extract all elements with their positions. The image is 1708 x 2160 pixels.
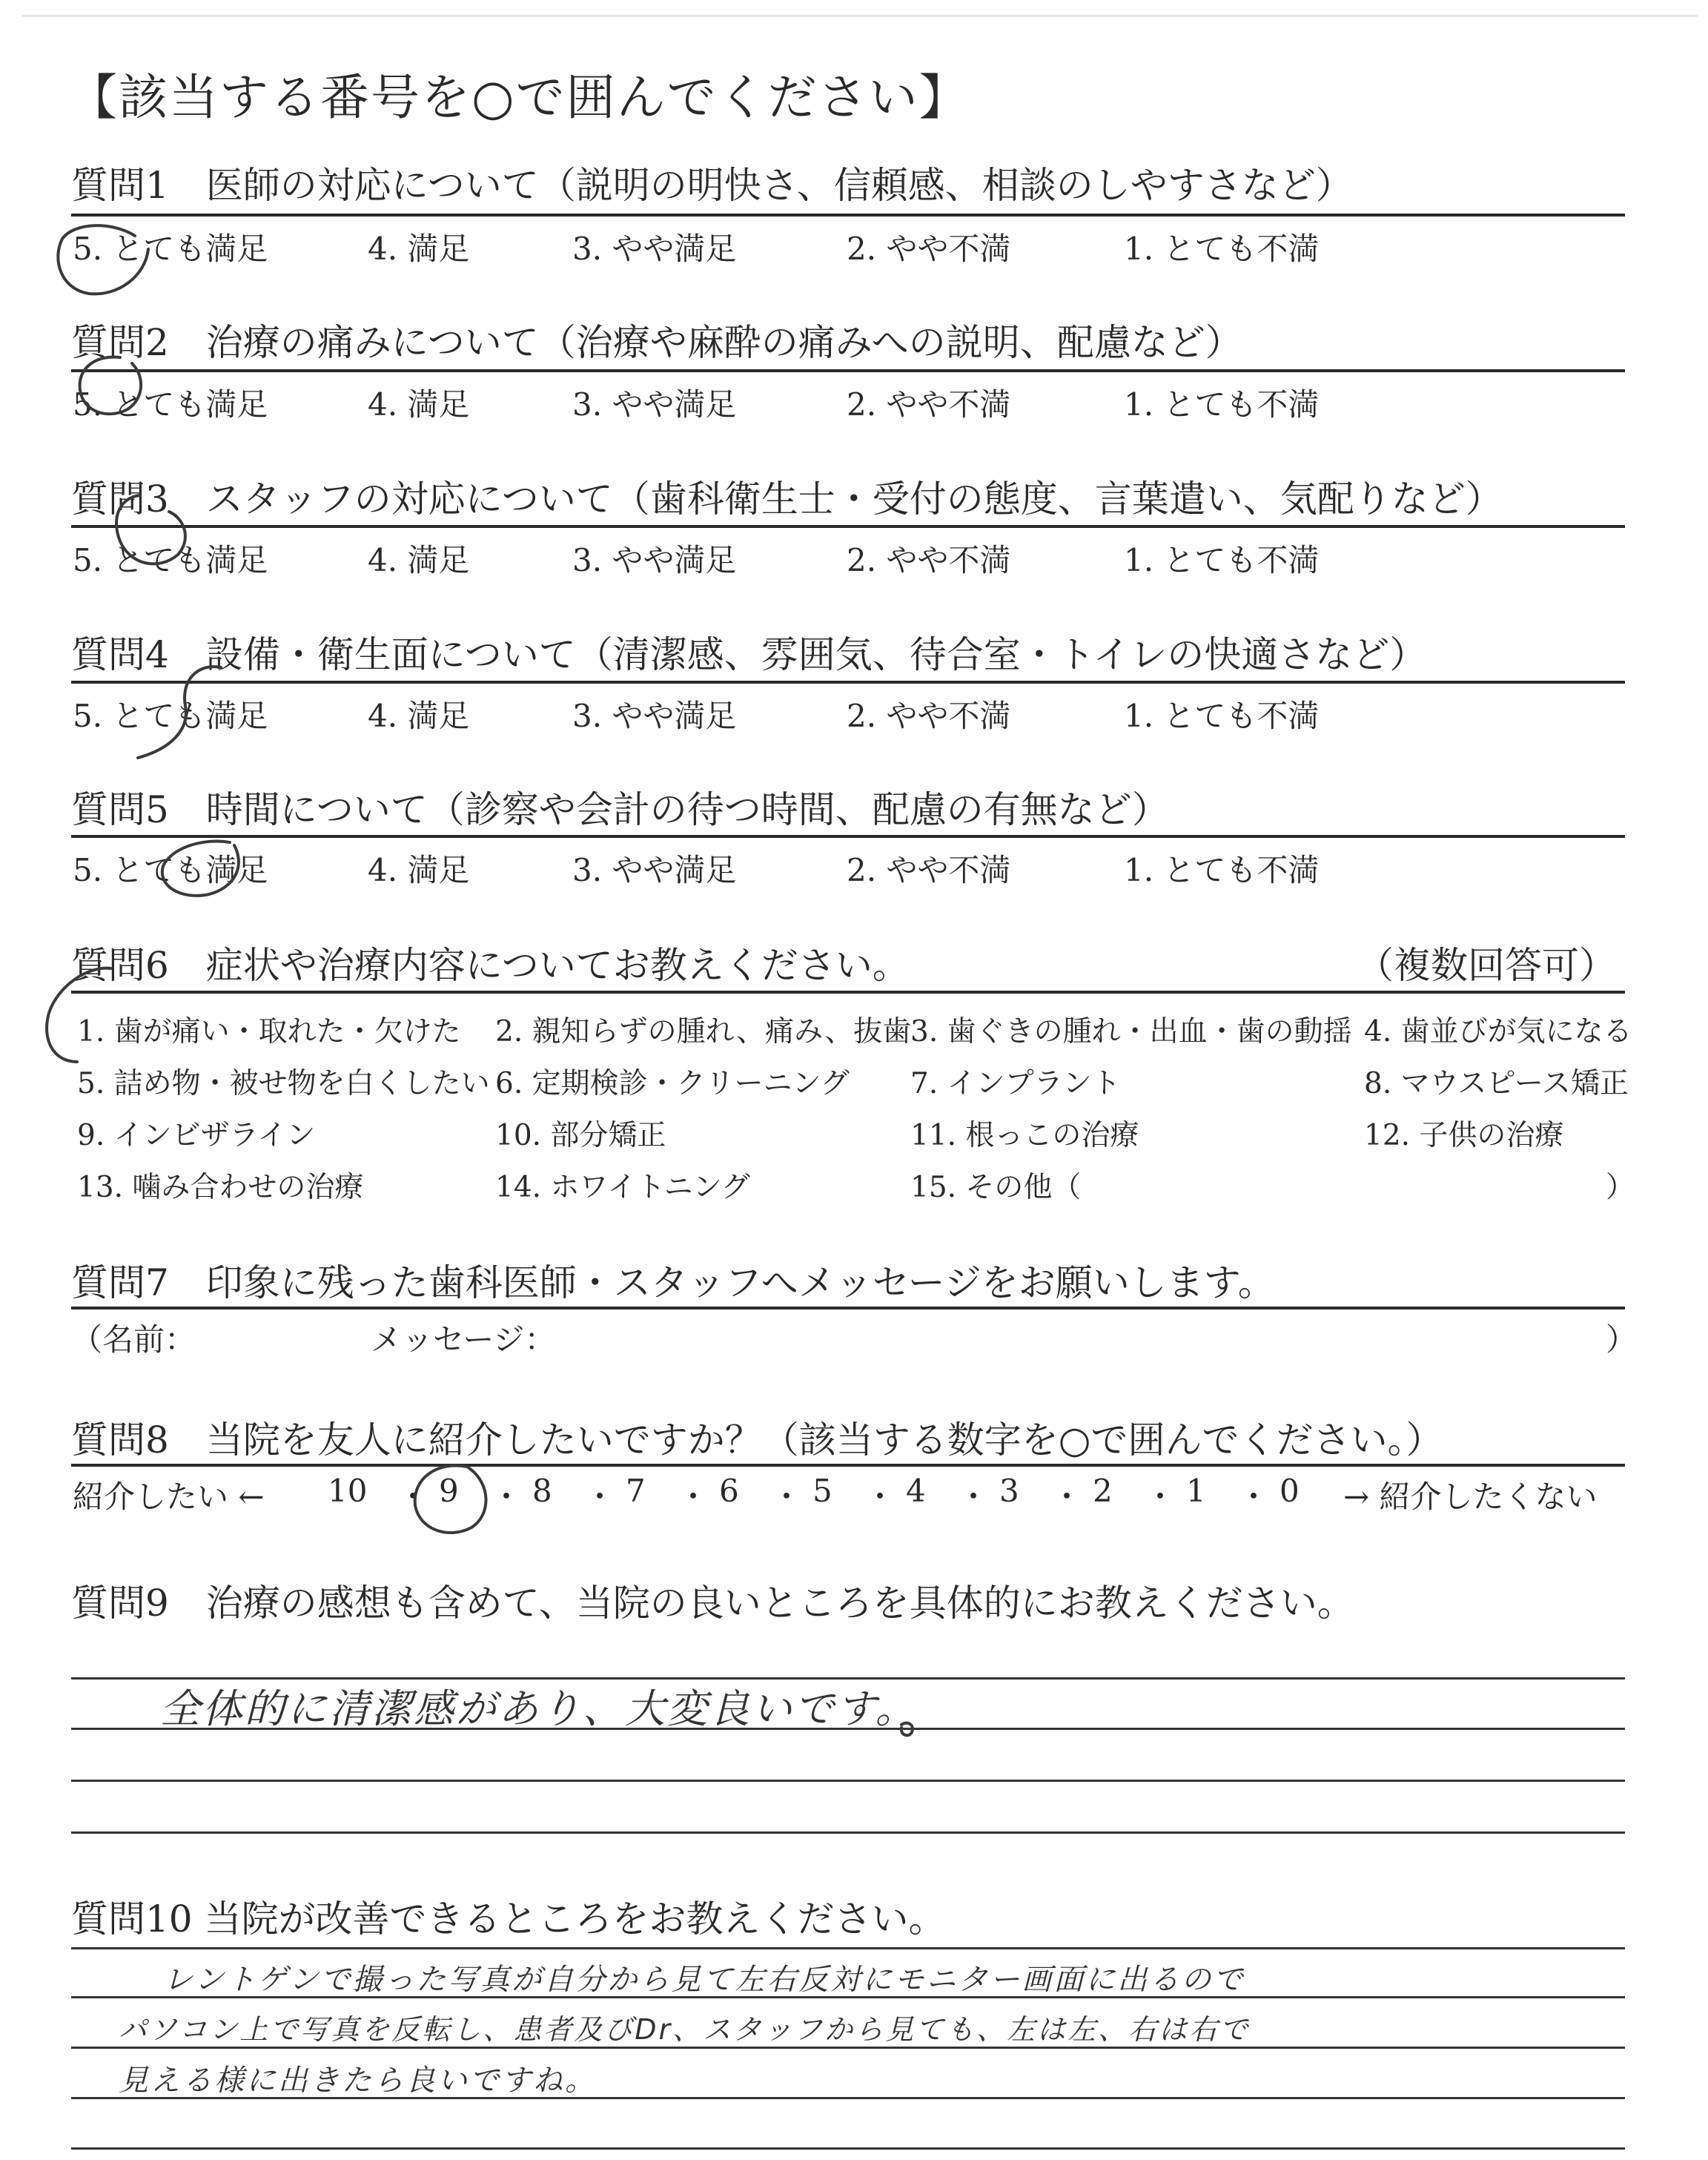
- q4-title: 質問4 設備・衛生面について（清潔感、雰囲気、待合室・トイレの快適さなど）: [71, 633, 1427, 676]
- q4-option-2[interactable]: 2. やや不満: [847, 698, 1011, 734]
- q5-option-2[interactable]: 2. やや不満: [847, 852, 1011, 888]
- q1-title: 質問1 医師の対応について（説明の明快さ、信頼感、相談のしやすさなど）: [71, 164, 1353, 207]
- q2-option-3[interactable]: 3. やや満足: [572, 386, 737, 423]
- q4-option-3[interactable]: 3. やや満足: [572, 698, 737, 734]
- top-border: [22, 15, 1698, 17]
- q2-option-5[interactable]: 5. とても満足: [73, 386, 268, 423]
- q3-title: 質問3 スタッフの対応について（歯科衛生士・受付の態度、言葉遣い、気配りなど）: [71, 478, 1503, 521]
- q1-option-5[interactable]: 5. とても満足: [73, 231, 268, 267]
- q2-title: 質問2 治療の痛みについて（治療や麻酔の痛みへの説明、配慮など）: [71, 321, 1242, 364]
- q3-option-1[interactable]: 1. とても不満: [1124, 542, 1320, 578]
- q7-close-paren: ）: [1606, 1321, 1638, 1358]
- q10-answer-line: [71, 1947, 1625, 1949]
- q9-handwritten-answer: 全体的に清潔感があり、大変良いです。: [160, 1685, 918, 1732]
- page-title: 【該当する番号を○で囲んでください】: [68, 69, 970, 126]
- q5-option-3[interactable]: 3. やや満足: [572, 852, 737, 888]
- q6-option-6[interactable]: 6. 定期検診・クリーニング: [495, 1067, 850, 1100]
- q9-answer-line: [71, 1832, 1625, 1834]
- q8-scale-5[interactable]: 5: [812, 1473, 833, 1509]
- q6-title: 質問6 症状や治療内容についてお教えください。: [71, 944, 910, 987]
- q8-scale-8[interactable]: 8: [532, 1473, 552, 1509]
- q8-scale-3[interactable]: 3: [999, 1473, 1019, 1509]
- q9-title: 質問9 治療の感想も含めて、当院の良いところを具体的にお教えください。: [71, 1582, 1354, 1625]
- q8-scale-6[interactable]: 6: [719, 1473, 739, 1509]
- q6-option-12[interactable]: 12. 子供の治療: [1364, 1119, 1564, 1152]
- q6-note: （複数回答可）: [1357, 944, 1616, 987]
- q3-rule: [71, 525, 1625, 528]
- q5-rule: [71, 835, 1625, 838]
- q8-scale-10[interactable]: 10: [328, 1473, 368, 1509]
- q2-option-4[interactable]: 4. 満足: [368, 386, 470, 423]
- q2-option-2[interactable]: 2. やや不満: [847, 386, 1011, 423]
- q10-handwritten-line-1: レントゲンで撮った写真が自分から見て左右反対にモニター画面に出るので: [163, 1963, 1245, 1997]
- q8-dot: ・: [678, 1479, 709, 1515]
- q7-name-label: （名前：: [71, 1321, 196, 1358]
- q2-option-1[interactable]: 1. とても不満: [1124, 386, 1320, 423]
- q3-option-5[interactable]: 5. とても満足: [73, 542, 268, 578]
- q6-option-15[interactable]: 15. その他（: [910, 1171, 1082, 1204]
- q10-title: 質問10 当院が改善できるところをお教えください。: [71, 1898, 946, 1941]
- q6-option-9[interactable]: 9. インビザライン: [77, 1119, 316, 1152]
- q6-option-14[interactable]: 14. ホワイトニング: [495, 1171, 750, 1204]
- q1-rule: [71, 214, 1625, 217]
- q7-title: 質問7 印象に残った歯科医師・スタッフへメッセージをお願いします。: [71, 1261, 1275, 1304]
- q9-answer-line: [71, 1780, 1625, 1782]
- q6-option-13[interactable]: 13. 噛み合わせの治療: [77, 1171, 364, 1204]
- q1-option-2[interactable]: 2. やや不満: [847, 231, 1011, 267]
- q4-option-4[interactable]: 4. 満足: [368, 698, 470, 734]
- q10-handwritten-line-2: パソコン上で写真を反転し、患者及びDr、スタッフから見ても、左は左、右は右で: [119, 2013, 1251, 2046]
- q6-option-3[interactable]: 3. 歯ぐきの腫れ・出血・歯の動揺: [910, 1015, 1352, 1048]
- q8-dot: ・: [958, 1479, 990, 1515]
- q6-option-10[interactable]: 10. 部分矯正: [495, 1119, 666, 1152]
- q10-answer-line: [71, 2147, 1625, 2150]
- q3-option-4[interactable]: 4. 満足: [368, 542, 470, 578]
- q8-dot: ・: [491, 1479, 523, 1515]
- q7-message-label: メッセージ：: [371, 1321, 556, 1358]
- q10-handwritten-line-3: 見える様に出きたら良いですね。: [119, 2064, 597, 2098]
- q8-scale-9[interactable]: 9: [439, 1473, 459, 1509]
- q5-option-1[interactable]: 1. とても不満: [1124, 852, 1320, 888]
- q1-option-1[interactable]: 1. とても不満: [1124, 231, 1320, 267]
- q4-option-1[interactable]: 1. とても不満: [1124, 698, 1320, 734]
- q6-option-2[interactable]: 2. 親知らずの腫れ、痛み、抜歯: [495, 1015, 912, 1048]
- q6-option-4[interactable]: 4. 歯並びが気になる: [1364, 1015, 1632, 1048]
- q8-dot: ・: [864, 1479, 896, 1515]
- q1-option-3[interactable]: 3. やや満足: [572, 231, 737, 267]
- q4-option-5[interactable]: 5. とても満足: [73, 698, 268, 734]
- q8-scale-0[interactable]: 0: [1280, 1473, 1300, 1509]
- q6-option-1[interactable]: 1. 歯が痛い・取れた・欠けた: [77, 1015, 461, 1048]
- q8-scale-1[interactable]: 1: [1186, 1473, 1206, 1509]
- q6-option-7[interactable]: 7. インプラント: [910, 1067, 1121, 1100]
- q8-dot: ・: [584, 1479, 616, 1515]
- q8-rule: [71, 1464, 1625, 1467]
- q6-option-11[interactable]: 11. 根っこの治療: [910, 1119, 1139, 1152]
- q3-option-3[interactable]: 3. やや満足: [572, 542, 737, 578]
- q6-option-8[interactable]: 8. マウスピース矯正: [1364, 1067, 1629, 1100]
- q2-rule: [71, 369, 1625, 372]
- q3-option-2[interactable]: 2. やや不満: [847, 542, 1011, 578]
- q4-rule: [71, 681, 1625, 684]
- q5-option-4[interactable]: 4. 満足: [368, 852, 470, 888]
- q8-dot: ・: [1145, 1479, 1176, 1515]
- q8-right-label: → 紹介したくない: [1343, 1479, 1598, 1515]
- q8-dot: ・: [1051, 1479, 1083, 1515]
- q7-rule: [71, 1307, 1625, 1309]
- q6-rule: [71, 991, 1625, 994]
- q8-dot: ・: [397, 1479, 429, 1515]
- q6-option-5[interactable]: 5. 詰め物・被せ物を白くしたい: [77, 1067, 490, 1100]
- q8-dot: ・: [771, 1479, 803, 1515]
- q5-title: 質問5 時間について（診察や会計の待つ時間、配慮の有無など）: [71, 788, 1169, 831]
- q8-title: 質問8 当院を友人に紹介したいですか？（該当する数字を○で囲んでください。）: [71, 1418, 1443, 1462]
- q8-scale-7[interactable]: 7: [626, 1473, 646, 1509]
- q8-scale-4[interactable]: 4: [906, 1473, 926, 1509]
- q5-option-5[interactable]: 5. とても満足: [73, 852, 268, 888]
- q1-option-4[interactable]: 4. 満足: [368, 231, 470, 267]
- q8-dot: ・: [1238, 1479, 1270, 1515]
- q6-option-15-close: ）: [1606, 1171, 1635, 1204]
- q8-left-label: 紹介したい ←: [73, 1479, 265, 1515]
- q8-scale-2[interactable]: 2: [1093, 1473, 1113, 1509]
